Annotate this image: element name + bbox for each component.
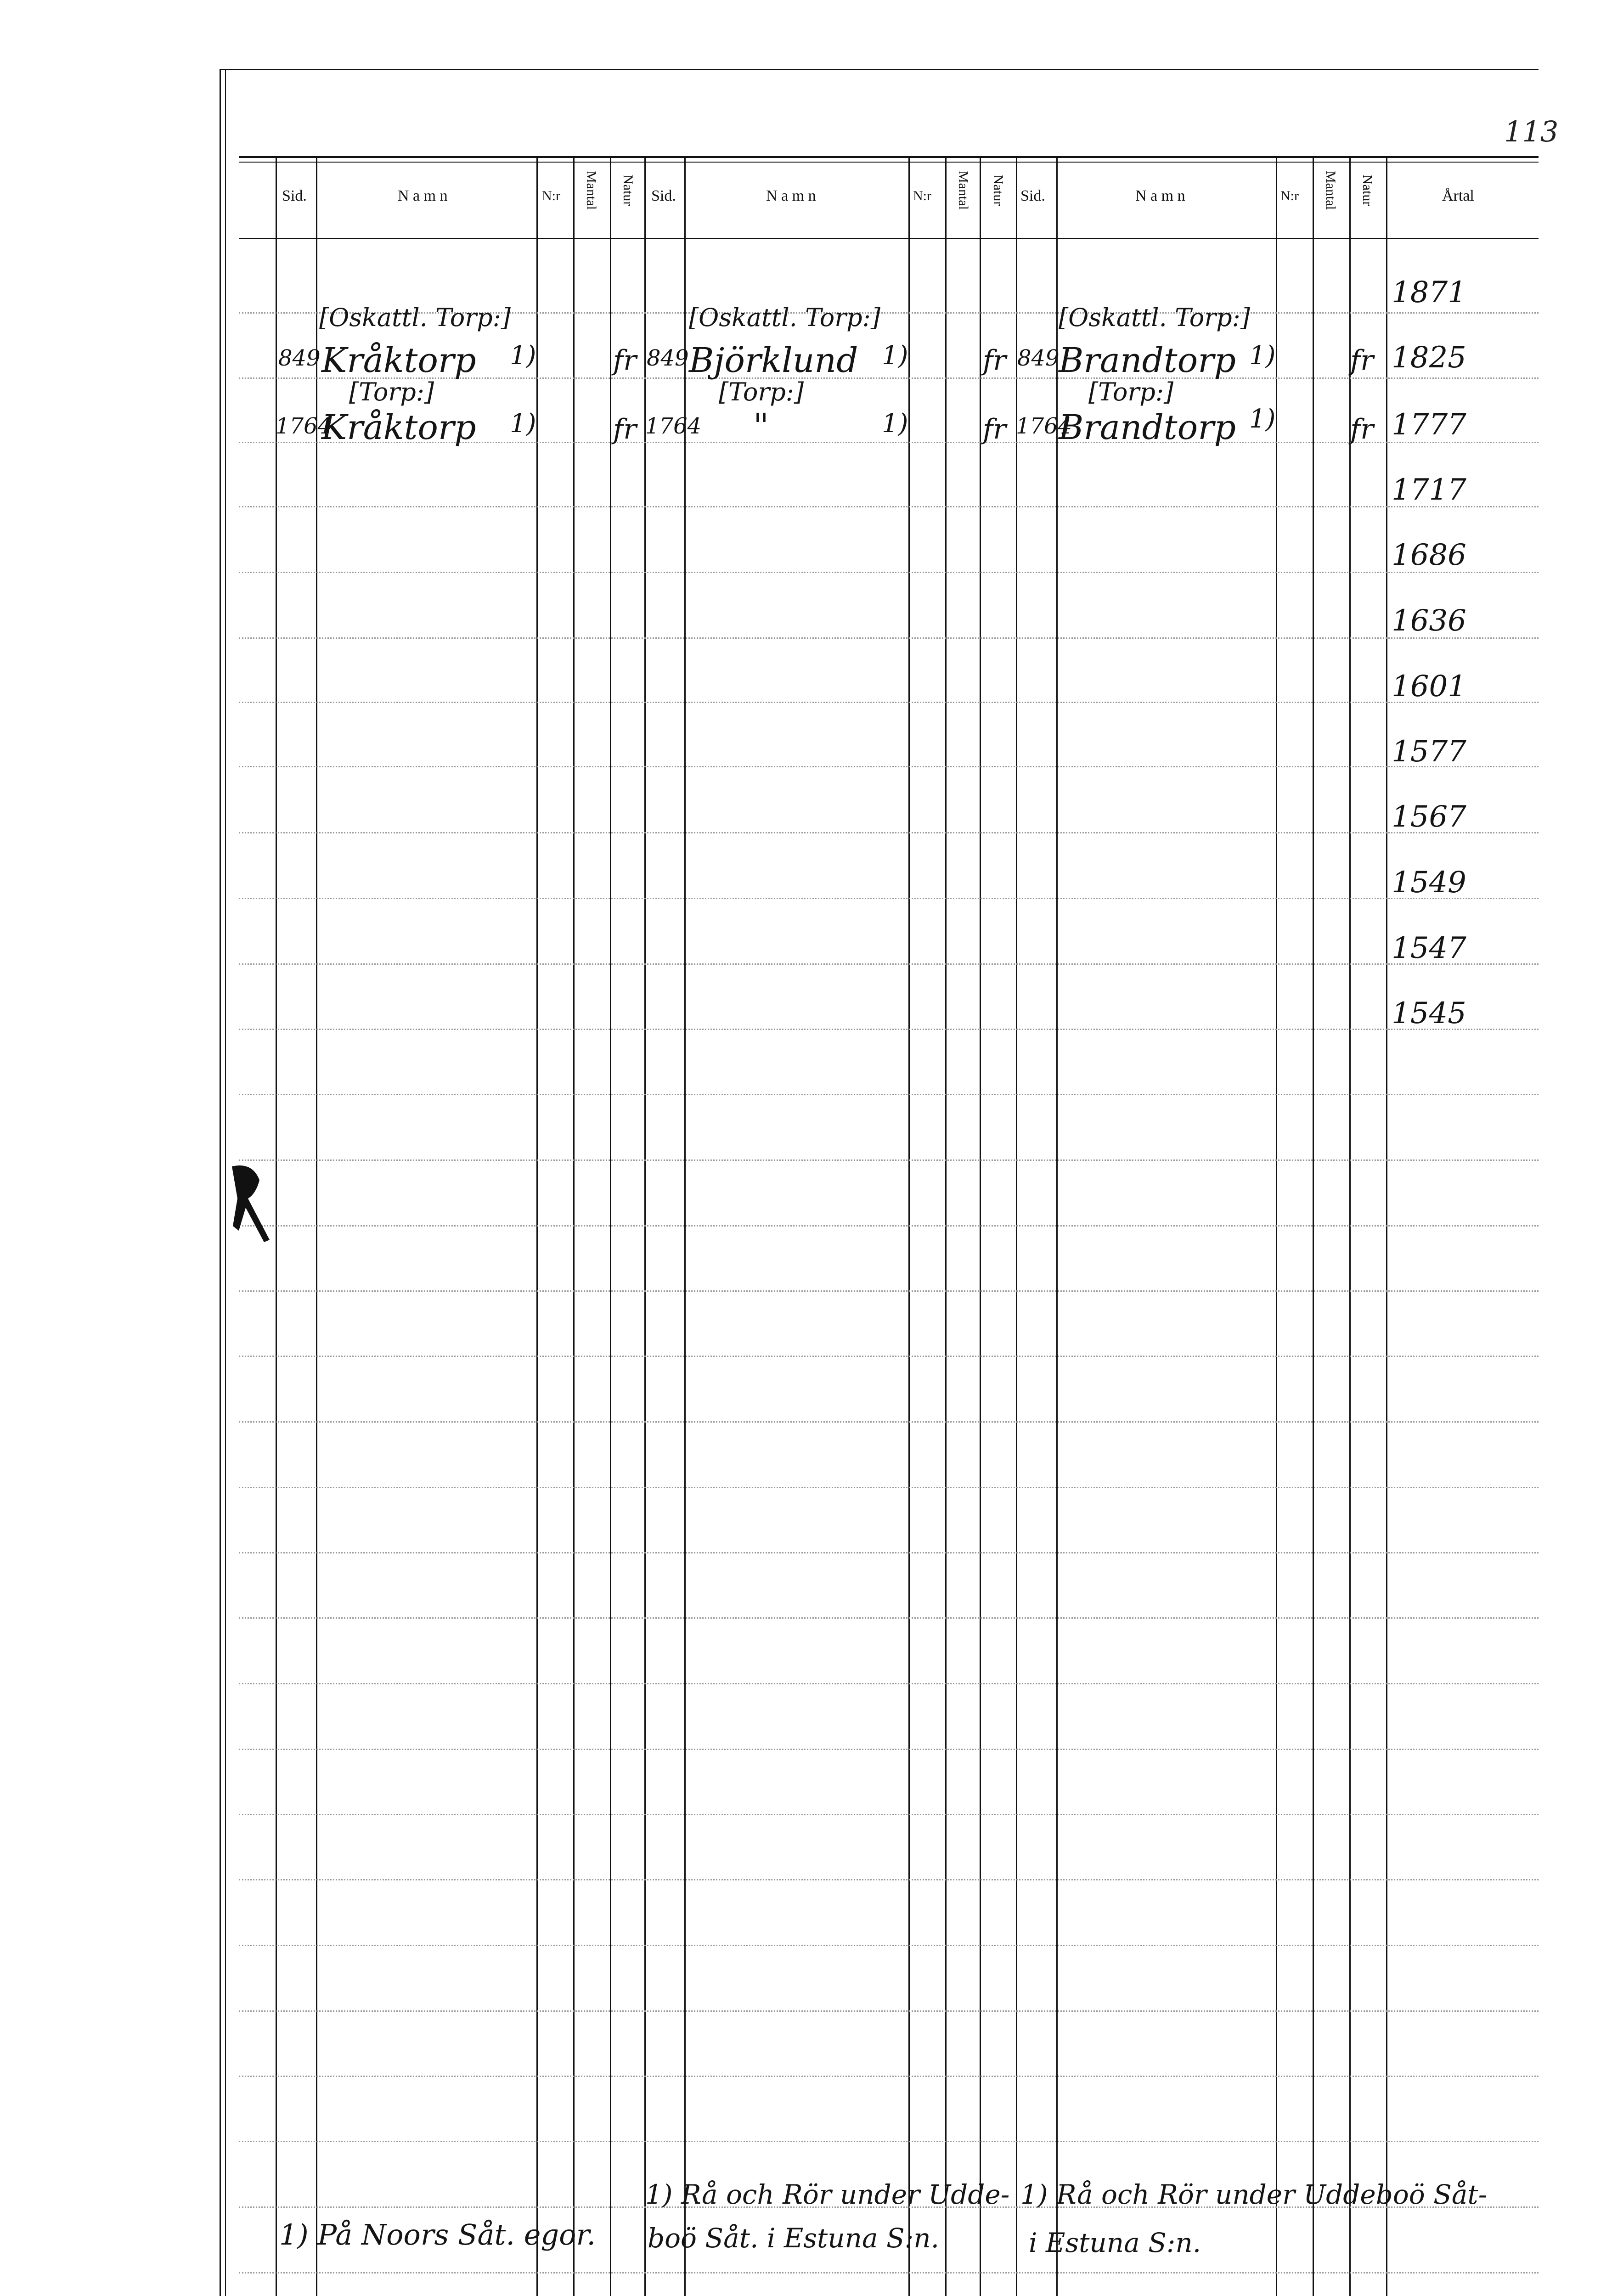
- entry-name: Brandtorp: [1059, 341, 1236, 380]
- header-namn: N a m n: [1135, 187, 1185, 204]
- entry-footnote-mark: 1): [1249, 404, 1276, 434]
- page-number: 113: [1504, 115, 1559, 148]
- footnote-col-1: 1) På Noors Såt. egor.: [279, 2218, 596, 2251]
- entry-name: Kråktorp: [321, 408, 476, 447]
- bracket-label: [Torp:]: [349, 377, 434, 406]
- entry-footnote-mark: 1): [510, 409, 536, 439]
- year-entry: 1601: [1392, 670, 1466, 703]
- entry-natur: fr: [613, 413, 637, 445]
- year-entry: 1717: [1392, 473, 1466, 507]
- header-sid: Sid.: [1020, 187, 1045, 204]
- year-entry: 1871: [1392, 276, 1466, 310]
- year-entry: 1686: [1392, 538, 1466, 572]
- entry-footnote-mark: 1): [1249, 341, 1276, 371]
- entry-sid: 1764: [645, 413, 702, 439]
- year-entry: 1545: [1392, 996, 1466, 1030]
- header-nr: N:r: [913, 188, 931, 203]
- year-entry: 1577: [1392, 735, 1466, 769]
- header-sid: Sid.: [651, 187, 676, 204]
- header-natur: Natur: [1360, 174, 1375, 206]
- entry-sid: 849: [278, 345, 321, 371]
- header-mantal: Mantal: [956, 171, 971, 210]
- bracket-label: [Oskattl. Torp:]: [1059, 303, 1250, 332]
- header-mantal: Mantal: [584, 171, 599, 210]
- entry-footnote-mark: 1): [510, 341, 536, 371]
- bracket-label: [Torp:]: [1088, 377, 1174, 406]
- entry-sid: 849: [647, 345, 689, 371]
- entry-footnote-mark: 1): [882, 341, 908, 371]
- header-mantal: Mantal: [1323, 171, 1338, 210]
- ink-blot: [227, 1162, 278, 1244]
- entry-sid: 1764: [1016, 413, 1072, 439]
- footnote-col-2-line-2: boö Såt. i Estuna S:n.: [648, 2223, 940, 2254]
- entry-natur: fr: [983, 413, 1006, 445]
- entry-ditto: ": [753, 406, 769, 446]
- year-entry: 1567: [1392, 800, 1466, 834]
- header-sid: Sid.: [282, 187, 307, 204]
- year-entry: 1549: [1392, 866, 1466, 900]
- entry-name: Björklund: [689, 341, 858, 380]
- entry-name: Brandtorp: [1059, 408, 1236, 447]
- footnote-col-2-line-1: 1) Rå och Rör under Udde-: [645, 2179, 1010, 2210]
- entry-footnote-mark: 1): [882, 409, 908, 439]
- footnote-col-3-line-1: 1) Rå och Rör under Uddeboö Såt-: [1020, 2179, 1488, 2210]
- entry-natur: fr: [613, 344, 637, 377]
- year-entry: 1777: [1392, 408, 1466, 442]
- header-nr: N:r: [1280, 188, 1299, 203]
- entry-natur: fr: [1350, 344, 1374, 377]
- year-entry: 1825: [1392, 341, 1466, 375]
- entry-sid: 849: [1017, 345, 1060, 371]
- bracket-label: [Torp:]: [719, 377, 804, 406]
- entry-name: Kråktorp: [321, 341, 476, 380]
- bracket-label: [Oskattl. Torp:]: [319, 303, 511, 332]
- entry-natur: fr: [1350, 413, 1374, 445]
- header-namn: N a m n: [398, 187, 448, 204]
- entry-sid: 1764: [276, 413, 332, 439]
- header-nr: N:r: [542, 188, 560, 203]
- header-natur: Natur: [991, 174, 1006, 206]
- year-entry: 1636: [1392, 604, 1466, 638]
- header-namn: N a m n: [766, 187, 816, 204]
- header-natur: Natur: [620, 174, 636, 206]
- header-artal: Årtal: [1442, 187, 1474, 204]
- bracket-label: [Oskattl. Torp:]: [689, 303, 880, 332]
- entry-natur: fr: [983, 344, 1006, 377]
- footnote-col-3-line-2: i Estuna S:n.: [1029, 2227, 1201, 2258]
- year-entry: 1547: [1392, 931, 1466, 965]
